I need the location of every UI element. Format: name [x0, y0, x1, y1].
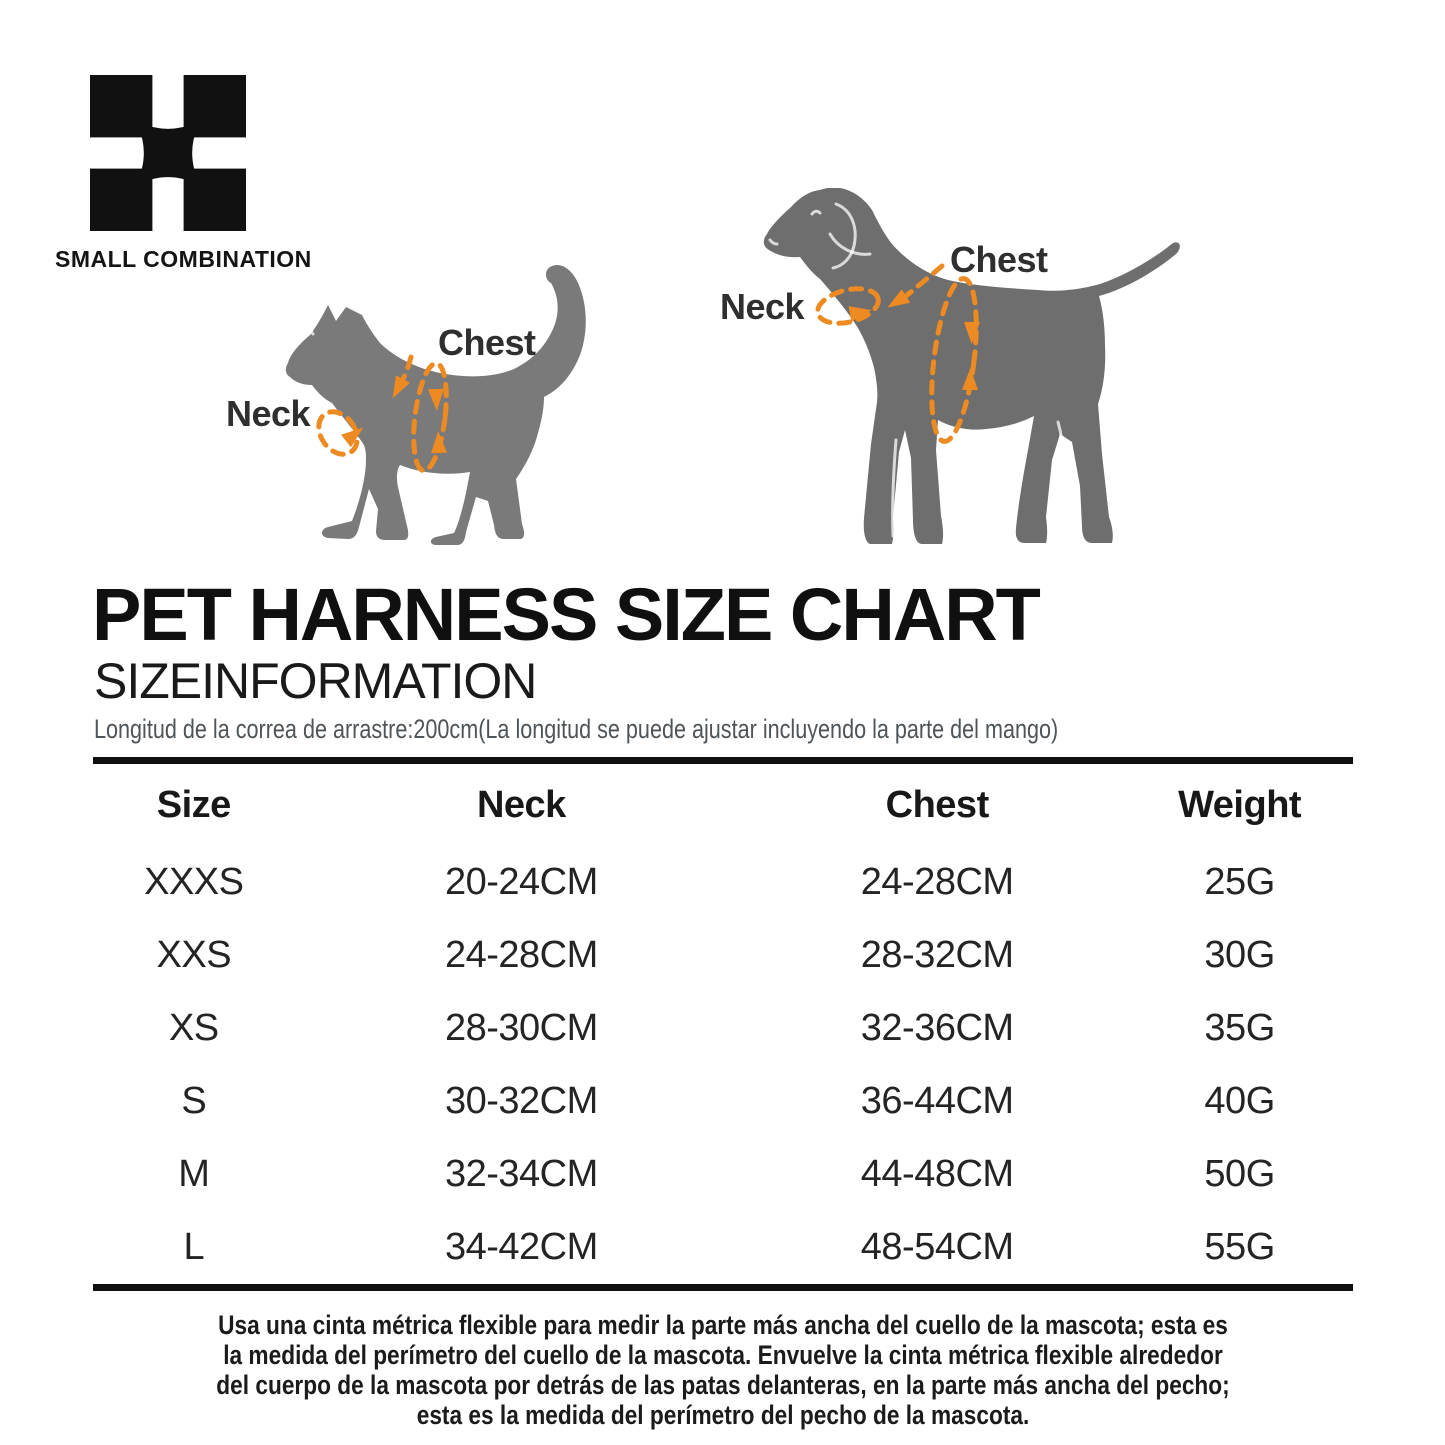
size-table-cell: 32-36CM [860, 1007, 1014, 1049]
size-table-row [93, 846, 1353, 919]
cat-diagram [270, 255, 600, 550]
size-table-cell: M [178, 1153, 210, 1195]
size-table-row [93, 919, 1353, 992]
size-table-cell: 55G [1204, 1226, 1275, 1268]
size-table-cell: L [183, 1226, 205, 1268]
size-table-cell: 44-48CM [860, 1153, 1014, 1195]
size-table-row [93, 1211, 1353, 1284]
leash-length-note: Longitud de la correa de arrastre:200cm(La longitud se puede ajustar incluyendo la parte del mango) [94, 714, 1059, 744]
size-table-cell: 20-24CM [444, 861, 598, 903]
dog-chest-label: Chest [950, 239, 1048, 280]
size-table-header-row [93, 764, 1353, 846]
measure-instructions-line: esta es la medida del perímetro del pecho de la mascota. [416, 1400, 1029, 1430]
size-table-cell: 48-54CM [860, 1226, 1014, 1268]
size-table-cell: XXS [156, 934, 232, 976]
measure-instructions-line: la medida del perímetro del cuello de la mascota. Envuelve la cinta métrica flexible alrededor [222, 1340, 1223, 1370]
size-table-row [93, 1138, 1353, 1211]
size-table-column-header: Weight [1178, 783, 1302, 826]
size-table-column-header: Chest [885, 783, 989, 826]
size-table-cell: 30G [1204, 934, 1275, 976]
size-table-cell: 35G [1204, 1007, 1275, 1049]
page-title: PET HARNESS SIZE CHART [92, 573, 1039, 656]
measure-instructions [122, 1310, 1323, 1430]
size-table-cell: 32-34CM [444, 1153, 598, 1195]
size-table-column-header: Size [156, 783, 231, 826]
size-table-cell: 25G [1204, 861, 1275, 903]
cat-neck-label: Neck [226, 393, 311, 434]
size-table-cell: 40G [1204, 1080, 1275, 1122]
brand-name: SMALL COMBINATION [55, 246, 312, 272]
size-table-column-header: Neck [476, 783, 566, 826]
size-table-cell: 50G [1204, 1153, 1275, 1195]
size-table-body [93, 846, 1353, 1284]
brand-logo-icon [90, 73, 246, 233]
cat-eye-icon [304, 331, 313, 335]
page-subtitle: SIZEINFORMATION [94, 653, 537, 709]
measure-instructions-line: del cuerpo de la mascota por detrás de las patas delanteras, en la parte más ancha del pecho; [215, 1370, 1230, 1400]
size-table-cell: XS [168, 1007, 219, 1049]
dog-neck-label: Neck [720, 286, 805, 327]
size-table-cell: 24-28CM [444, 934, 598, 976]
brand-logo [90, 73, 246, 233]
size-table-cell: 30-32CM [444, 1080, 598, 1122]
size-table-row [93, 1065, 1353, 1138]
size-table-cell: 24-28CM [860, 861, 1014, 903]
measure-instructions-line: Usa una cinta métrica flexible para medir la parte más ancha del cuello de la mascota; esta es [217, 1310, 1228, 1340]
size-table-cell: 28-30CM [444, 1007, 598, 1049]
size-table-cell: S [181, 1080, 207, 1122]
size-table-cell: XXXS [144, 861, 244, 903]
size-table-cell: 28-32CM [860, 934, 1014, 976]
cat-chest-label: Chest [438, 322, 536, 363]
size-table-row [93, 992, 1353, 1065]
size-table-cell: 34-42CM [444, 1226, 598, 1268]
cat-silhouette [270, 255, 600, 550]
size-table-cell: 36-44CM [860, 1080, 1014, 1122]
size-table [93, 757, 1353, 1291]
